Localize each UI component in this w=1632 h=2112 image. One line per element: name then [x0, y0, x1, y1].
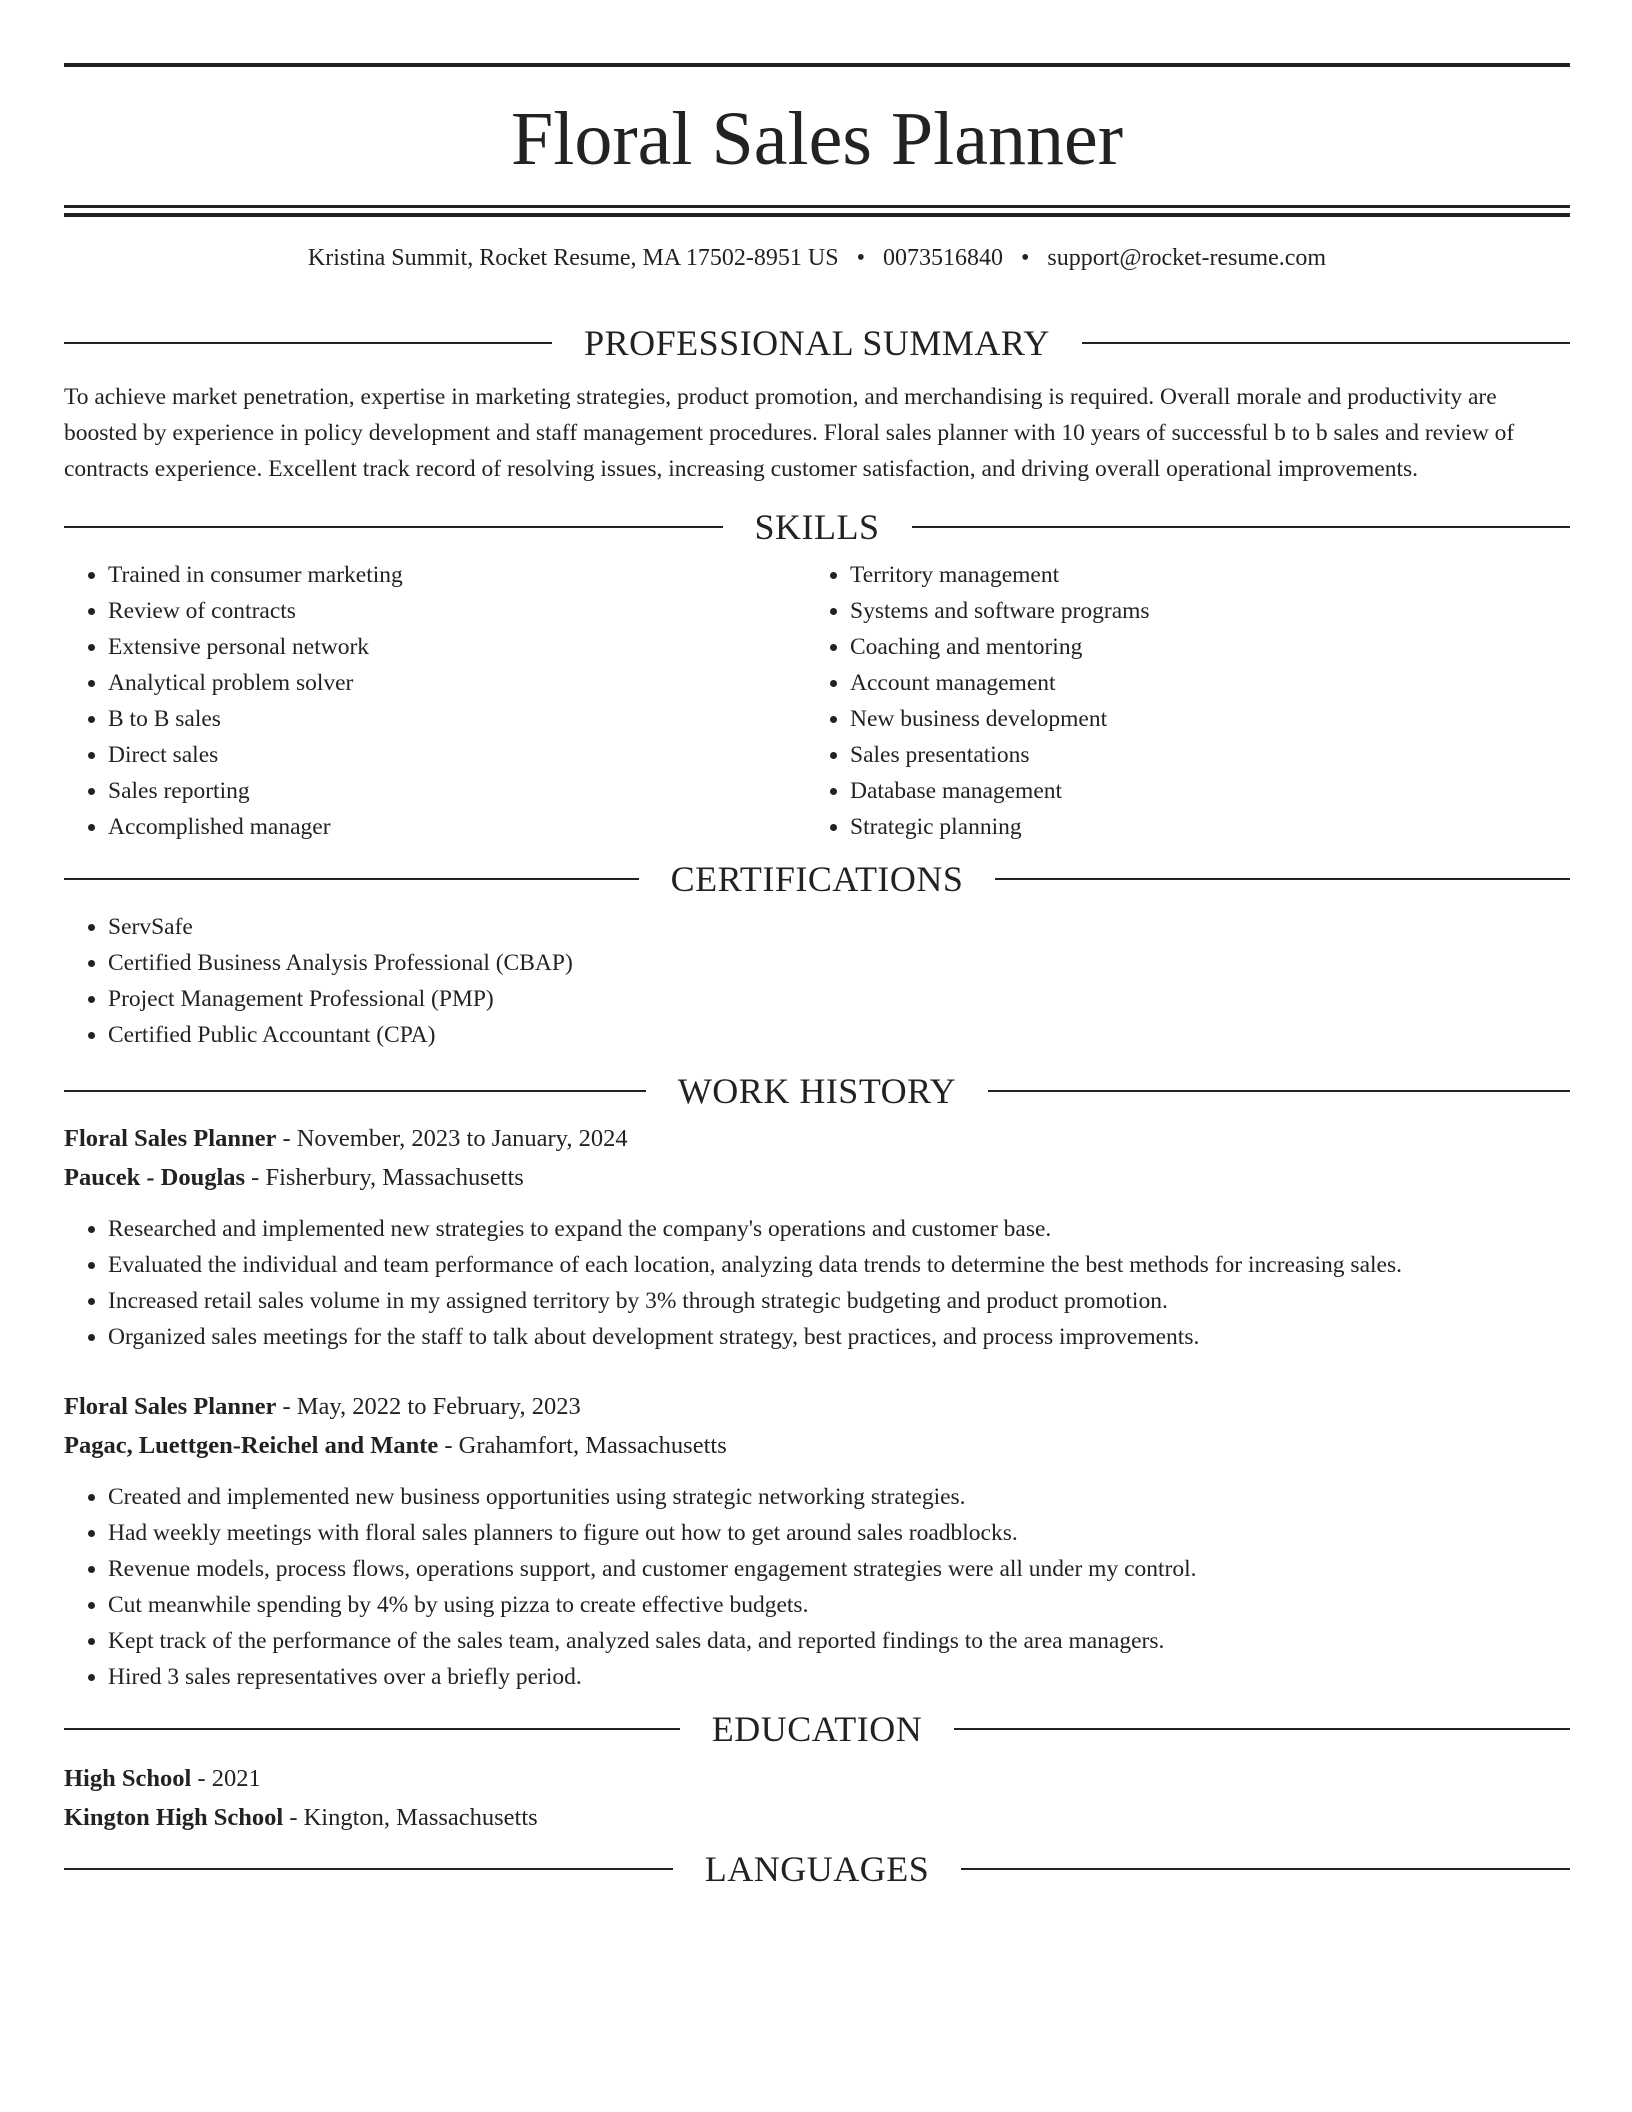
job-bullet: • Researched and implemented new strategies to expand the company's operations and customer base. — [108, 1211, 1570, 1247]
job-title-line — [64, 1119, 1570, 1158]
job-bullet: • Had weekly meetings with floral sales planners to figure out how to get around sales roadblocks. — [108, 1515, 1570, 1551]
certification-item: • ServSafe — [108, 909, 1570, 945]
divider-line — [64, 1728, 680, 1730]
section-title: LANGUAGES — [704, 1849, 930, 1889]
contact-email: support@rocket-resume.com — [1047, 245, 1327, 271]
skill-item: • Review of contracts — [108, 593, 806, 629]
education-school: Kington High School — [64, 1804, 284, 1831]
section-header-education — [64, 1709, 1570, 1749]
job-bullet: • Evaluated the individual and team performance of each location, analyzing data trends to determine the best methods for increasing sales. — [108, 1247, 1570, 1283]
job-location: - Grahamfort, Massachusetts — [438, 1432, 727, 1459]
section-header-skills — [64, 507, 1570, 547]
contact-separator: • — [1020, 245, 1030, 271]
section-header-languages — [64, 1849, 1570, 1889]
job-bullet: • Organized sales meetings for the staff to talk about development strategy, best practices, and process improvements. — [108, 1319, 1570, 1355]
skills-column-right — [806, 557, 1548, 845]
contact-phone: 0073516840 — [882, 245, 1003, 271]
skill-item: • Trained in consumer marketing — [108, 557, 806, 593]
divider-line — [912, 526, 1571, 528]
resume-title: Floral Sales Planner — [510, 97, 1124, 181]
education-location: - Kington, Massachusetts — [283, 1804, 538, 1831]
section-title: WORK HISTORY — [677, 1071, 957, 1111]
job-bullet: • Created and implemented new business opportunities using strategic networking strategies. — [108, 1479, 1570, 1515]
skills-column-left — [64, 557, 806, 845]
resume-page — [64, 0, 1570, 1889]
section-header-certifications — [64, 859, 1570, 899]
skill-item: • Account management — [850, 665, 1548, 701]
job-bullet: • Kept track of the performance of the sales team, analyzed sales data, and reported findings to the area managers. — [108, 1623, 1570, 1659]
certification-item: • Project Management Professional (PMP) — [108, 981, 1570, 1017]
job-bullets — [64, 1211, 1570, 1355]
skill-item: • New business development — [850, 701, 1548, 737]
job-entry — [64, 1387, 1570, 1695]
education-entry — [64, 1759, 1570, 1837]
skill-item: • Systems and software programs — [850, 593, 1548, 629]
section-title: CERTIFICATIONS — [670, 859, 964, 899]
education-degree-line — [64, 1759, 1570, 1798]
divider-line — [64, 342, 552, 344]
job-company: Pagac, Luettgen-Reichel and Mante — [64, 1432, 439, 1459]
section-header-work-history — [64, 1071, 1570, 1111]
certification-item: • Certified Business Analysis Professional (CBAP) — [108, 945, 1570, 981]
divider-line — [954, 1728, 1570, 1730]
job-title-line — [64, 1387, 1570, 1426]
skill-item: • Database management — [850, 773, 1548, 809]
divider-line — [64, 526, 723, 528]
job-role: Floral Sales Planner — [64, 1393, 277, 1420]
divider-line — [988, 1090, 1570, 1092]
skill-item: • Analytical problem solver — [108, 665, 806, 701]
skill-item: • Territory management — [850, 557, 1548, 593]
title-double-rule — [64, 205, 1570, 217]
job-bullet: • Revenue models, process flows, operations support, and customer engagement strategies were all under my control. — [108, 1551, 1570, 1587]
section-title: SKILLS — [754, 507, 880, 547]
divider-line — [64, 878, 639, 880]
job-bullet: • Cut meanwhile spending by 4% by using pizza to create effective budgets. — [108, 1587, 1570, 1623]
certifications-list — [64, 909, 1570, 1053]
section-header-summary — [64, 323, 1570, 363]
divider-line — [64, 1868, 673, 1870]
divider-line — [961, 1868, 1570, 1870]
skill-item: • Sales reporting — [108, 773, 806, 809]
section-title: PROFESSIONAL SUMMARY — [584, 323, 1050, 363]
skill-item: • B to B sales — [108, 701, 806, 737]
top-rule — [64, 63, 1570, 67]
job-location: - Fisherbury, Massachusetts — [245, 1164, 524, 1191]
job-bullet: • Increased retail sales volume in my assigned territory by 3% through strategic budgeting and product promotion. — [108, 1283, 1570, 1319]
contact-address: Kristina Summit, Rocket Resume, MA 17502-8951 US — [307, 245, 839, 271]
job-role: Floral Sales Planner — [64, 1125, 277, 1152]
contact-separator: • — [856, 245, 865, 271]
job-bullet: • Hired 3 sales representatives over a briefly period. — [108, 1659, 1570, 1695]
divider-line — [64, 1090, 646, 1092]
certification-item: • Certified Public Accountant (CPA) — [108, 1017, 1570, 1053]
job-company: Paucek - Douglas — [64, 1164, 246, 1191]
job-dates: - November, 2023 to January, 2024 — [276, 1125, 628, 1152]
skill-item: • Sales presentations — [850, 737, 1548, 773]
skill-item: • Extensive personal network — [108, 629, 806, 665]
contact-line — [64, 245, 1570, 285]
summary-text: To achieve market penetration, expertise in marketing strategies, product promotion, and merchandising is required. Overall morale and productivity are boosted by experience in policy development and staff management procedures. Floral sales planner with 10 years of successful b to b sales and review of contracts experience. Excellent track record of resolving issues, increasing customer satisfaction, and driving overall operational improvements. — [64, 384, 1515, 482]
skill-item: • Direct sales — [108, 737, 806, 773]
education-year: - 2021 — [191, 1765, 261, 1792]
job-company-line — [64, 1158, 1570, 1197]
skill-item: • Coaching and mentoring — [850, 629, 1548, 665]
job-company-line — [64, 1426, 1570, 1465]
skills-grid — [64, 557, 1570, 845]
skill-item: • Accomplished manager — [108, 809, 806, 845]
divider-line — [1082, 342, 1570, 344]
job-dates: - May, 2022 to February, 2023 — [276, 1393, 581, 1420]
section-title: EDUCATION — [711, 1709, 923, 1749]
job-entry — [64, 1119, 1570, 1355]
education-degree: High School — [64, 1765, 192, 1792]
divider-line — [995, 878, 1570, 880]
job-bullets — [64, 1479, 1570, 1695]
skill-item: • Strategic planning — [850, 809, 1548, 845]
education-school-line — [64, 1798, 1570, 1837]
